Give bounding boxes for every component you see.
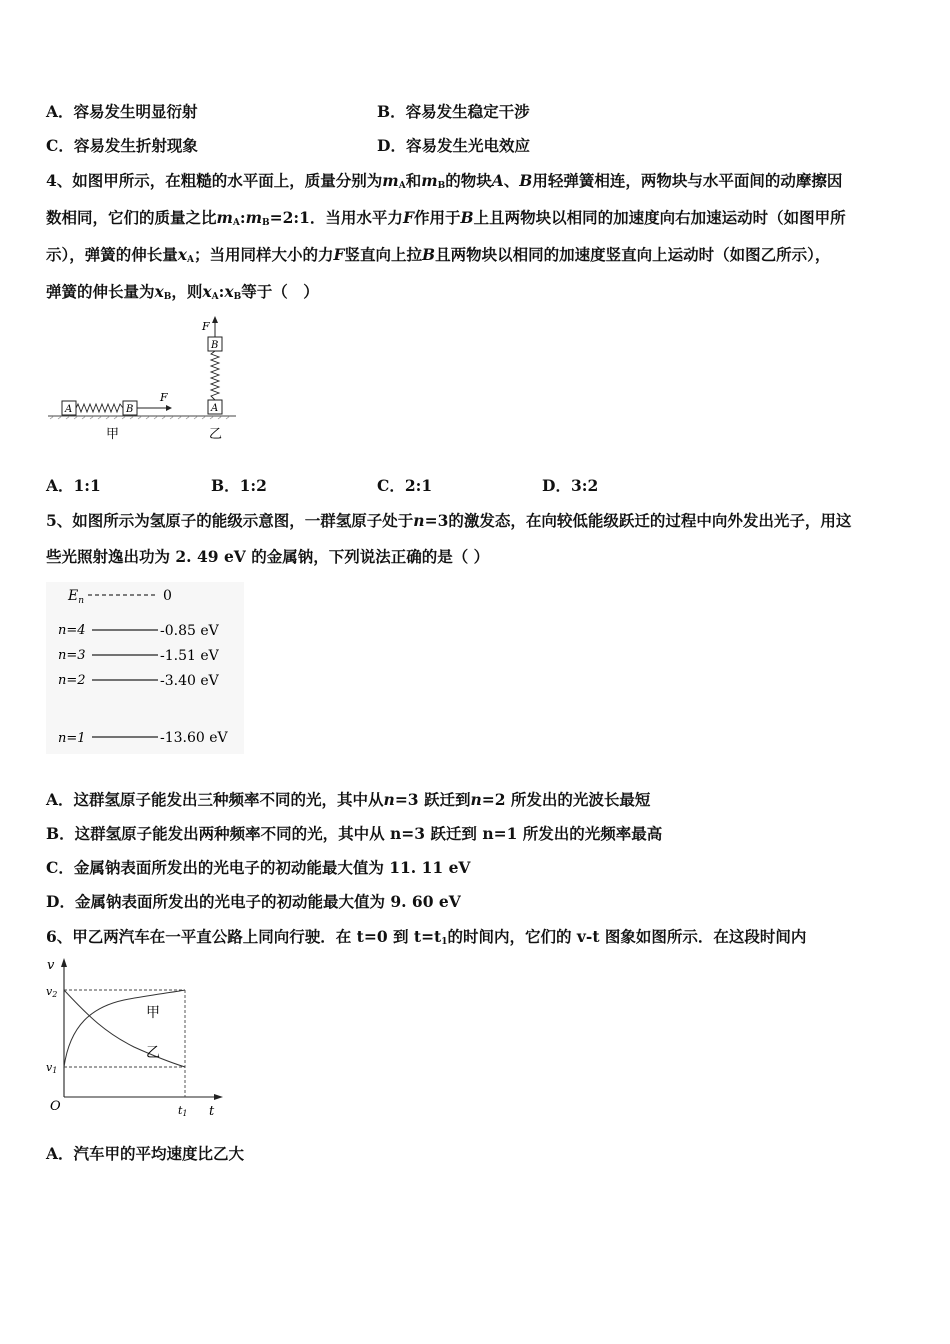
curve-jia-label: 甲 (146, 1005, 160, 1021)
q4-option-b: B．1:2 (211, 476, 267, 495)
level-2-energy: -3.40 eV (160, 673, 219, 689)
figure-jia (48, 391, 236, 442)
q3-option-b: B．容易发生稳定干涉 (377, 102, 530, 121)
energy-axis-label: $E_n$ (68, 588, 85, 606)
q4-stem-line2: 数相同，它们的质量之比$m_A:m_B=2:1$．当用水平力F作用于B上且两物块以相同的加速度向右加速运动时（如图甲所 (46, 208, 846, 228)
spring-jia (76, 404, 123, 412)
q5-option-b: B．这群氢原子能发出两种频率不同的光，其中从 n=3 跃迁到 n=1 所发出的光频率最高 (46, 824, 663, 843)
q4-option-d: D．3:2 (542, 476, 599, 495)
figure-yi (201, 316, 222, 442)
v-axis-arrow-icon (61, 958, 67, 967)
q3-option-d: D．容易发生光电效应 (377, 136, 530, 155)
q5-option-a: A．这群氢原子能发出三种频率不同的光，其中从n=3 跃迁到n=2 所发出的光波长最短 (46, 790, 651, 809)
t-axis-arrow-icon (214, 1094, 223, 1100)
q4-stem-line4: 弹簧的伸长量为$x_B$，则$x_A:x_B$等于（ ） (46, 282, 319, 302)
q5-stem-line2: 些光照射逸出功为 2. 49 eV 的金属钠，下列说法正确的是（ ） (46, 547, 490, 566)
svg-text:B: B (211, 340, 219, 351)
level-1-label: n=1 (58, 731, 86, 746)
q3-option-a: A．容易发生明显衍射 (46, 102, 198, 121)
curve-yi (64, 990, 185, 1067)
q6-vt-graph (44, 955, 229, 1125)
level-3-label: n=3 (58, 648, 86, 663)
svg-text:F: F (202, 320, 210, 333)
v2-label: v2 (46, 985, 58, 999)
label-yi: 乙 (209, 427, 223, 442)
q6-option-a: A．汽车甲的平均速度比乙大 (46, 1144, 245, 1163)
q5-option-c: C．金属钠表面所发出的光电子的初动能最大值为 11. 11 eV (46, 858, 471, 877)
q3-option-c: C．容易发生折射现象 (46, 136, 198, 155)
curve-jia (64, 990, 185, 1067)
energy-zero: 0 (163, 588, 172, 604)
svg-text:B: B (126, 404, 134, 415)
svg-text:F: F (160, 391, 168, 404)
t1-label: t1 (178, 1104, 188, 1118)
force-arrow-icon (166, 405, 172, 411)
level-1-energy: -13.60 eV (160, 730, 228, 746)
svg-text:A: A (211, 403, 219, 414)
q4-stem-line3: 示），弹簧的伸长量$x_A$；当用同样大小的力F竖直向上拉B且两物块以相同的加速度竖直向上运动时（如图乙所示）， (46, 245, 831, 265)
origin-label: O (50, 1099, 61, 1114)
svg-text:A: A (65, 404, 73, 415)
level-4-label: n=4 (58, 623, 86, 638)
q5-energy-level-diagram (46, 582, 244, 754)
v1-label: v1 (46, 1061, 58, 1075)
q6-stem-line1: 6、甲乙两汽车在一平直公路上同向行驶．在 t=0 到 $t=t_1$的时间内，它们的 v-t 图象如图所示．在这段时间内 (46, 927, 807, 947)
force-up-arrow-icon (212, 316, 218, 323)
label-jia: 甲 (106, 427, 120, 442)
q4-option-c: C．2:1 (377, 476, 433, 495)
curve-yi-label: 乙 (146, 1045, 160, 1061)
level-4-energy: -0.85 eV (160, 623, 219, 639)
q4-option-a: A．1:1 (46, 476, 101, 495)
level-3-energy: -1.51 eV (160, 648, 219, 664)
t-axis-label: t (209, 1104, 215, 1119)
q5-option-d: D．金属钠表面所发出的光电子的初动能最大值为 9. 60 eV (46, 892, 461, 911)
q5-stem-line1: 5、如图所示为氢原子的能级示意图，一群氢原子处于n=3的激发态，在向较低能级跃迁的过程中向外发出光子，用这 (46, 511, 852, 530)
q4-stem-line1: 4、如图甲所示，在粗糙的水平面上，质量分别为$m_A$和$m_B$的物块A、B用轻弹簧相连，两物块与水平面间的动摩擦因 (46, 171, 843, 191)
spring-yi (211, 351, 219, 400)
v-axis-label: v (47, 958, 55, 973)
q4-spring-figure (46, 315, 246, 445)
level-2-label: n=2 (58, 673, 86, 688)
